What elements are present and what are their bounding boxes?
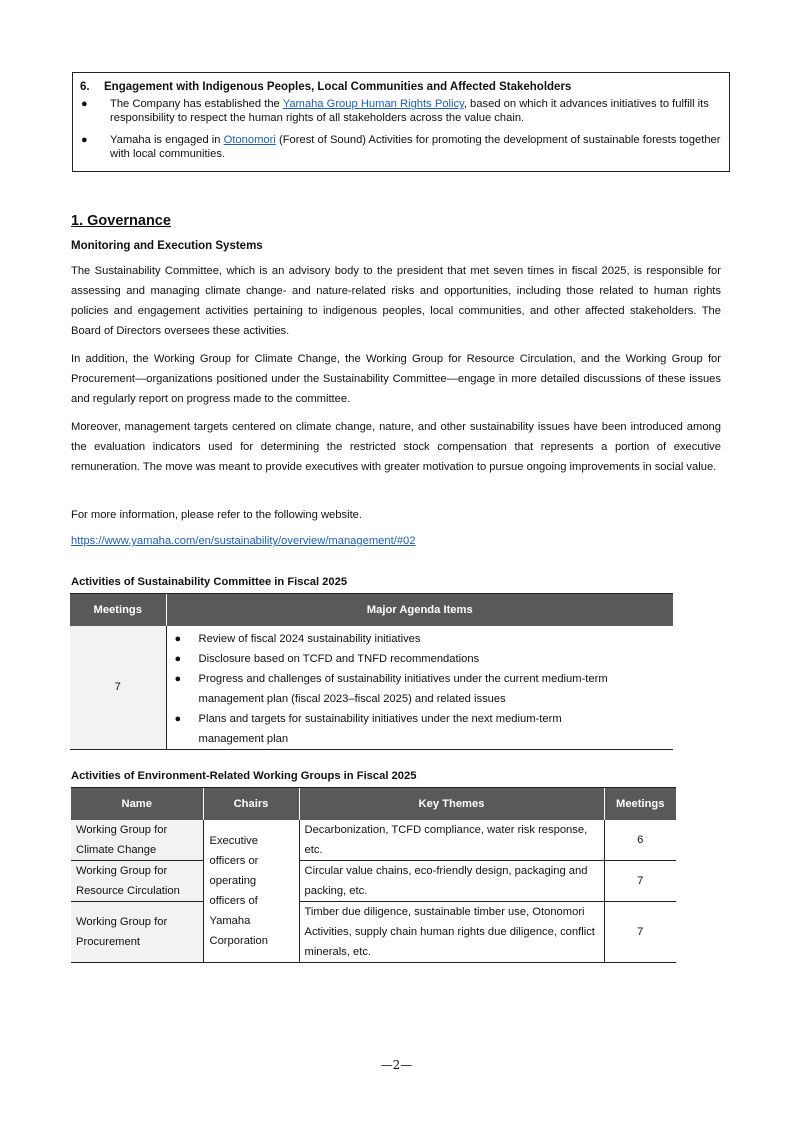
section-subtitle: Monitoring and Execution Systems	[71, 240, 263, 252]
bullet-icon: ●	[81, 134, 88, 146]
agenda-item: ● Disclosure based on TCFD and TNFD recommendations	[173, 649, 674, 669]
agenda-list	[166, 626, 673, 750]
box-title-text: Engagement with Indigenous Peoples, Local Communities and Affected Stakeholders	[104, 81, 572, 93]
column-header-agenda: Major Agenda Items	[166, 594, 673, 626]
table-row	[71, 820, 676, 861]
wg-name: Working Group for Procurement	[71, 901, 203, 962]
paragraph: In addition, the Working Group for Climate Change, the Working Group for Resource Circulation, and the Working Group for Procurement—organizations positioned under the Sustainability Committee—engage in more detailed discussions of these issues and regularly report on progress made to the committee.	[71, 353, 721, 405]
bullet-icon: ●	[174, 632, 182, 645]
wg-meetings: 7	[604, 860, 676, 901]
wg-meetings: 6	[604, 820, 676, 861]
page-number: —2—	[380, 1058, 413, 1072]
meetings-count: 7	[70, 626, 166, 750]
table-row	[71, 901, 676, 962]
section-title: 1. Governance	[71, 213, 171, 229]
engagement-box	[72, 72, 730, 172]
table-row	[70, 626, 673, 750]
committee-table-caption: Activities of Sustainability Committee in Fiscal 2025	[71, 576, 348, 588]
human-rights-policy-link[interactable]: Yamaha Group Human Rights Policy	[282, 98, 464, 110]
agenda-item: ● Review of fiscal 2024 sustainability initiatives	[173, 629, 674, 649]
wg-meetings: 7	[604, 901, 676, 962]
agenda-item: ● Plans and targets for sustainability initiatives under the next medium-term management plan	[173, 709, 674, 749]
wg-name: Working Group for Resource Circulation	[71, 860, 203, 901]
column-header-name: Name	[71, 788, 203, 820]
box-title-number: 6.	[80, 81, 90, 93]
committee-table	[70, 593, 673, 750]
column-header-key-themes: Key Themes	[299, 788, 604, 820]
box-list-item: ● Yamaha is engaged in Otonomori (Forest of Sound) Activities for promoting the development of sustainable forests together with local communities.	[81, 134, 721, 160]
paragraph: For more information, please refer to the following website.	[71, 509, 363, 521]
wg-themes: Circular value chains, eco-friendly design, packaging and packing, etc.	[299, 860, 604, 901]
bullet-icon: ●	[81, 98, 88, 110]
column-header-meetings: Meetings	[70, 594, 166, 626]
paragraph: The Sustainability Committee, which is an advisory body to the president that met seven times in fiscal 2025, is responsible for assessing and managing climate change- and nature-related risks and opportunities, including those related to human rights policies and engagement activities pertaining to indigenous peoples, local communities, and other affected stakeholders. The Board of Directors oversees these activities.	[71, 265, 721, 337]
bullet-icon: ●	[174, 712, 182, 725]
management-website-link[interactable]: https://www.yamaha.com/en/sustainability/overview/management/#02	[71, 535, 416, 547]
wg-name: Working Group for Climate Change	[71, 820, 203, 861]
wg-themes: Decarbonization, TCFD compliance, water risk response, etc.	[299, 820, 604, 861]
box-title	[80, 81, 722, 93]
bullet-icon: ●	[174, 652, 182, 665]
paragraph: Moreover, management targets centered on climate change, nature, and other sustainability issues have been introduced among the evaluation indicators used for determining the restricted stock compensation that represents a portion of executive remuneration. The move was meant to provide executives with greater motivation to pursue ongoing improvements in social value.	[71, 421, 721, 473]
table-row	[71, 860, 676, 901]
wg-themes: Timber due diligence, sustainable timber use, Otonomori Activities, supply chain human rights due diligence, conflict minerals, etc.	[299, 901, 604, 962]
box-list-item: ● The Company has established the Yamaha Group Human Rights Policy, based on which it advances initiatives to fulfill its responsibility to respect the human rights of all stakeholders across the value chain.	[81, 98, 709, 124]
working-groups-table	[71, 787, 676, 963]
bullet-icon: ●	[174, 672, 182, 685]
column-header-meetings: Meetings	[604, 788, 676, 820]
wg-chairs: Executive officers or operating officers of Yamaha Corporation	[203, 820, 299, 963]
agenda-item: ● Progress and challenges of sustainability initiatives under the current medium-term management plan (fiscal 2023–fiscal 2025) and related issues	[173, 669, 674, 709]
otonomori-link[interactable]: Otonomori	[223, 134, 276, 146]
column-header-chairs: Chairs	[203, 788, 299, 820]
wg-table-caption: Activities of Environment-Related Working Groups in Fiscal 2025	[71, 770, 417, 782]
